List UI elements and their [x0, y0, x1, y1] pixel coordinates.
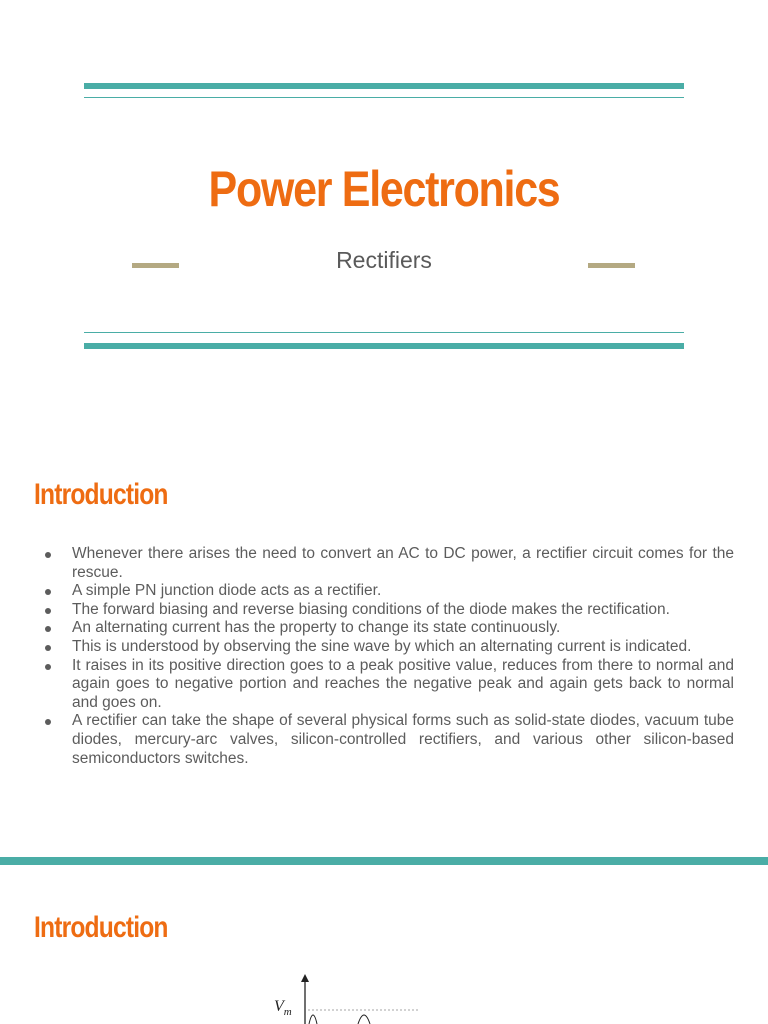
title-slide — [0, 0, 768, 430]
bullet-item: A rectifier can take the shape of several physical forms such as solid-state diodes, vacuum tube diodes, mercury-arc valves, silicon-controlled rectifiers, and various other silicon-based semiconductors switches. — [34, 712, 734, 768]
bottom-teal-rule — [84, 332, 684, 333]
top-teal-rule — [84, 97, 684, 98]
bottom-teal-bar — [84, 343, 684, 349]
presentation-subtitle: Rectifiers — [336, 247, 432, 273]
bullet-item: An alternating current has the property to change its state continuously. — [34, 619, 734, 638]
bullet-item: Whenever there arises the need to convert an AC to DC power, a rectifier circuit comes for the rescue. — [34, 545, 734, 582]
bullet-item: It raises in its positive direction goes to a peak positive value, reduces from there to normal and again goes to negative portion and reaches the negative peak and again gets back to normal and goes on. — [34, 657, 734, 713]
vm-axis-label: $V_m$ — [274, 998, 292, 1019]
intro-bullet-list — [34, 545, 734, 768]
bullet-item: This is understood by observing the sine wave by which an alternating current is indicated. — [34, 638, 734, 657]
slide-divider — [0, 857, 768, 865]
bullet-item: A simple PN junction diode acts as a rectifier. — [34, 582, 734, 601]
rectified-wave-plot — [268, 970, 438, 1024]
y-axis-arrow — [301, 974, 309, 982]
wave-hump — [358, 1015, 370, 1024]
wave-hump — [309, 1015, 317, 1024]
presentation-title: Power Electronics — [208, 161, 560, 217]
right-decorative-dash — [588, 263, 635, 268]
bullet-item: The forward biasing and reverse biasing conditions of the diode makes the rectification. — [34, 601, 734, 620]
intro-heading-2: Introduction — [34, 911, 168, 944]
top-teal-bar — [84, 83, 684, 89]
intro-heading: Introduction — [34, 478, 168, 511]
